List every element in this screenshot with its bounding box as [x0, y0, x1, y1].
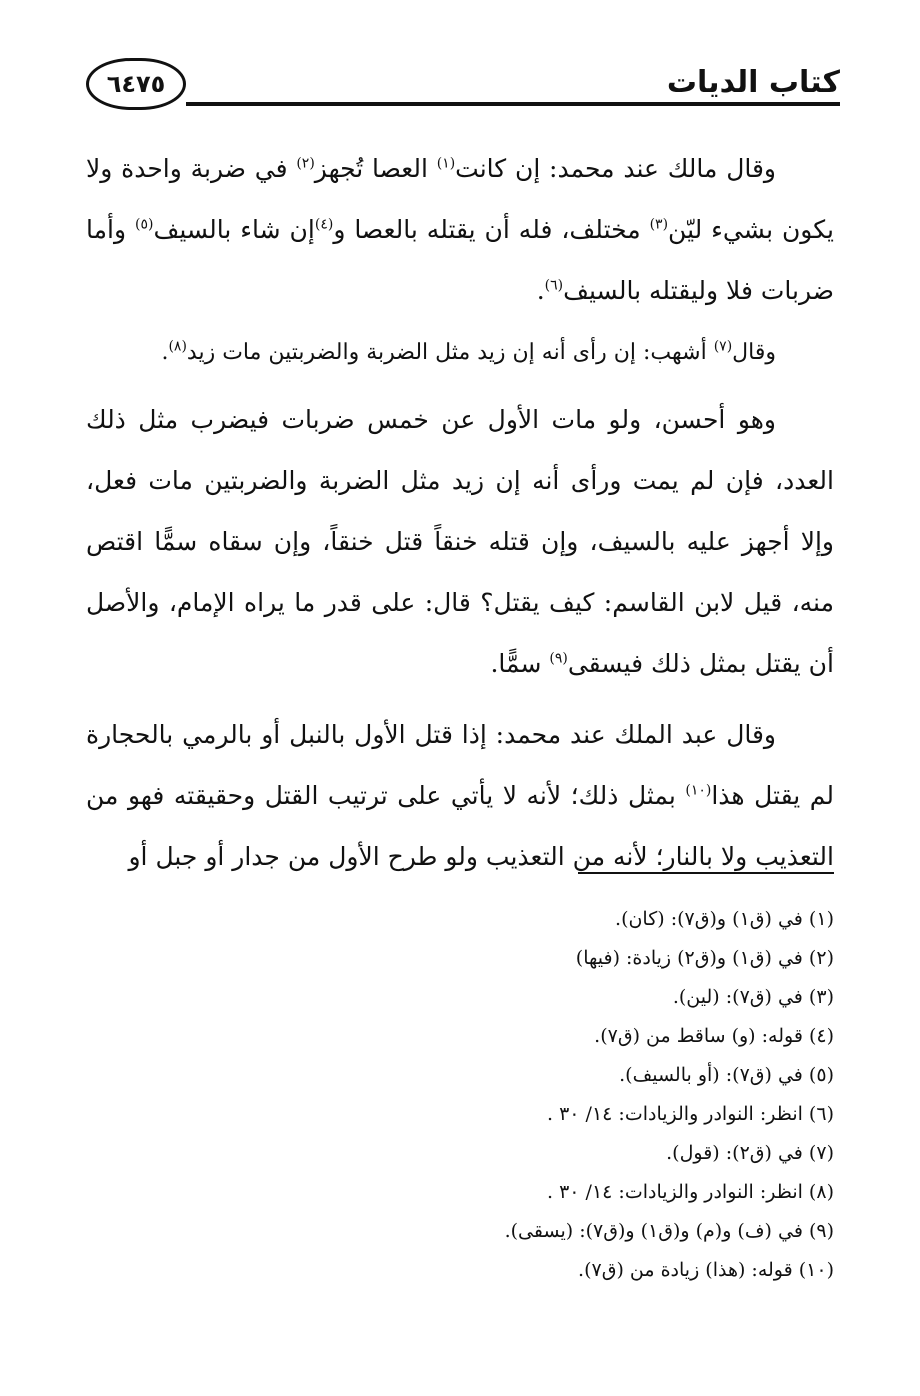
- text-span: إن شاء بالسيف: [153, 215, 315, 244]
- paragraph-2: [86, 329, 834, 377]
- main-text: [86, 138, 834, 887]
- footnote-item: (٧) في (ق٢): (قول).: [666, 1142, 834, 1164]
- footnotes-list: [86, 900, 834, 1290]
- text-span: وأما ضربات فلا وليقتله بالسيف: [86, 215, 834, 305]
- footnote-ref: (٩): [549, 650, 568, 667]
- footnote-item: (٥) في (ق٧): (أو بالسيف).: [619, 1064, 834, 1086]
- text-span: بمثل ذلك؛ لأنه لا يأتي على ترتيب القتل وحقيقته فهو من التعذيب ولا بالنار؛ لأنه من التعذيب ولو طرح الأول من جدار أو جبل أو: [86, 781, 834, 871]
- footnote-ref: (٧): [713, 338, 733, 355]
- footnote-ref: (٥): [134, 216, 154, 233]
- footnote-item: (١٠) قوله: (هذا) زيادة من (ق٧).: [578, 1259, 834, 1281]
- footnote-item: (٩) في (ف) و(م) و(ق١) و(ق٧): (يسقى).: [504, 1220, 834, 1242]
- text-span: سمًّا.: [490, 649, 550, 678]
- text-span: في ضربة واحدة ولا يكون بشيء ليّن: [86, 154, 834, 244]
- footnote-ref: (١٠): [685, 782, 712, 799]
- footnote-item: (٤) قوله: (و) ساقط من (ق٧).: [594, 1025, 834, 1047]
- footnote-item: (١) في (ق١) و(ق٧): (كان).: [615, 908, 834, 930]
- footnote-ref: (١): [436, 155, 456, 172]
- footnote-ref: (٨): [168, 338, 187, 355]
- book-title: كتاب الديات: [666, 65, 840, 100]
- footnote-ref: (٣): [649, 216, 669, 233]
- page-header: [86, 52, 840, 118]
- text-span: .: [536, 276, 545, 305]
- paragraph-3: [86, 389, 834, 694]
- footnote-ref: (٢): [296, 155, 315, 172]
- text-span: .: [161, 340, 169, 365]
- footnote-ref: (٤): [314, 216, 334, 233]
- page-number: ٦٤٧٥: [86, 58, 186, 110]
- footnote-ref: (٦): [544, 277, 564, 294]
- header-rule: [186, 102, 840, 106]
- text-span: أشهب: إن رأى أنه إن زيد مثل الضربة والضربتين مات زيد: [186, 340, 714, 365]
- text-span: وهو أحسن، ولو مات الأول عن خمس ضربات فيضرب مثل ذلك العدد، فإن لم يمت ورأى أنه إن زيد مثل الضربة والضربتين مات فعل، وإلا أجهز عليه بالسيف، وإن قتله خنقاً قتل خنقاً، وإن سقاه سمًّا اقتص منه، قيل لابن القاسم: كيف يقتل؟ قال: على قدر ما يراه الإمام، والأصل أن يقتل بمثل ذلك فيسقى: [86, 405, 834, 678]
- text-span: العصا تُجهز: [314, 154, 437, 183]
- text-span: وقال عبد الملك عند محمد: إذا قتل الأول بالنبل أو بالرمي بالحجارة لم يقتل هذا: [86, 720, 834, 810]
- text-span: وقال: [732, 340, 776, 365]
- footnote-item: (٢) في (ق١) و(ق٢) زيادة: (فيها): [575, 947, 834, 969]
- footnote-item: (٨) انظر: النوادر والزيادات: ١٤/ ٣٠ .: [546, 1181, 834, 1203]
- footnote-separator: [578, 872, 834, 874]
- paragraph-4: [86, 704, 834, 887]
- text-span: وقال مالك عند محمد: إن كانت: [455, 154, 776, 183]
- text-span: مختلف، فله أن يقتله بالعصا و: [333, 215, 650, 244]
- footnote-item: (٣) في (ق٧): (لين).: [672, 986, 834, 1008]
- paragraph-1: [86, 138, 834, 321]
- footnote-item: (٦) انظر: النوادر والزيادات: ١٤/ ٣٠ .: [546, 1103, 834, 1125]
